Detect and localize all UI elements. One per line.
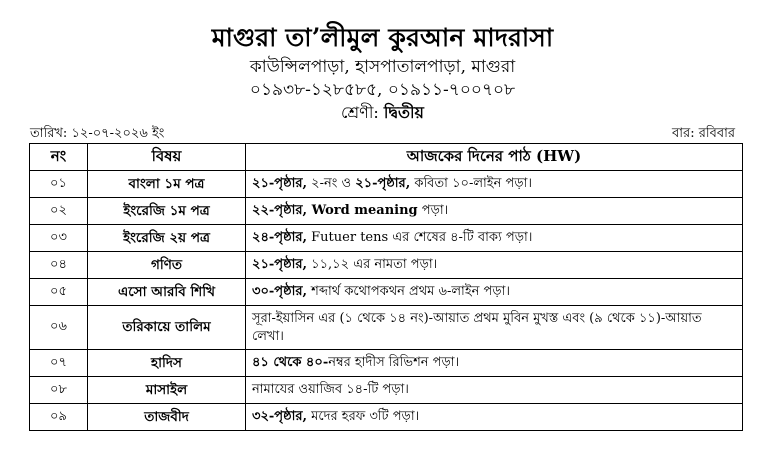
row-subject: ইংরেজি ২য় পত্র <box>88 225 246 252</box>
row-number: ০১ <box>30 171 88 198</box>
lesson-text: সূরা-ইয়াসিন এর (১ থেকে ১৪ নং)-আয়াত প্রথম মুবিন মুখস্ত এবং (৯ থেকে ১১)-আয়াত লেখা। <box>252 310 702 344</box>
lesson-text: কবিতা ১০-লাইন পড়া। <box>410 176 532 191</box>
lesson-text: পড়া। <box>417 203 449 218</box>
row-lesson <box>246 198 743 225</box>
header-num: নং <box>30 144 88 171</box>
table-row <box>30 404 743 431</box>
lesson-text: নম্বর হাদীস রিভিশন পড়া। <box>328 355 460 370</box>
lesson-text: ১১,১২ এর নামতা পড়া। <box>307 257 438 272</box>
table-header-row <box>30 144 743 171</box>
row-subject: তরিকায়ে তালিম <box>88 306 246 350</box>
date-line <box>30 124 164 145</box>
class-value: দ্বিতীয় <box>383 103 424 122</box>
lesson-bold: ৪১ থেকে ৪০- <box>252 355 329 370</box>
lesson-text: Futuer tens এর শেষের ৪-টি বাক্য পড়া। <box>307 230 533 245</box>
row-lesson <box>246 225 743 252</box>
row-subject: তাজবীদ <box>88 404 246 431</box>
table-row <box>30 198 743 225</box>
row-number: ০৮ <box>30 377 88 404</box>
row-number: ০৪ <box>30 252 88 279</box>
table-row <box>30 279 743 306</box>
institution-phones: ০১৯৩৮-১২৮৫৮৫, ০১৯১১-৭০০৭০৮ <box>249 80 516 100</box>
day-line <box>672 124 735 145</box>
row-subject: মাসাইল <box>88 377 246 404</box>
lesson-bold: ২১-পৃষ্ঠার, <box>252 257 308 272</box>
table-row <box>30 377 743 404</box>
lesson-bold: ২১-পৃষ্ঠার, <box>355 176 411 191</box>
date-label: তারিখ: <box>30 126 68 141</box>
lesson-bold: ২১-পৃষ্ঠার, <box>252 176 308 191</box>
class-label: শ্রেণী: <box>341 103 379 122</box>
lesson-bold: ২৪-পৃষ্ঠার, <box>252 230 308 245</box>
table-row <box>30 171 743 198</box>
row-number: ০৬ <box>30 306 88 350</box>
row-number: ০৫ <box>30 279 88 306</box>
lesson-text: নামাযের ওয়াজিব ১৪-টি পড়া। <box>252 382 409 397</box>
row-subject: গণিত <box>88 252 246 279</box>
row-lesson <box>246 306 743 350</box>
row-lesson <box>246 377 743 404</box>
day-value: রবিবার <box>698 126 735 141</box>
row-number: ০৯ <box>30 404 88 431</box>
row-subject: এসো আরবি শিখি <box>88 279 246 306</box>
class-line <box>0 100 765 127</box>
table-row <box>30 252 743 279</box>
homework-table <box>29 143 743 431</box>
day-label: বার: <box>672 126 695 141</box>
lesson-bold: ২২-পৃষ্ঠার, Word meaning <box>252 203 418 218</box>
row-lesson <box>246 350 743 377</box>
row-number: ০২ <box>30 198 88 225</box>
lesson-text: ২-নং ও <box>307 176 356 191</box>
row-subject: হাদিস <box>88 350 246 377</box>
row-number: ০৭ <box>30 350 88 377</box>
row-subject: ইংরেজি ১ম পত্র <box>88 198 246 225</box>
row-lesson <box>246 171 743 198</box>
header-subject: বিষয় <box>88 144 246 171</box>
institution-address: কাউন্সিলপাড়া, হাসপাতালপাড়া, মাগুরা <box>249 57 516 77</box>
table-row <box>30 306 743 350</box>
table-row <box>30 350 743 377</box>
row-lesson <box>246 252 743 279</box>
date-value: ১২-০৭-২০২৬ ইং <box>71 126 165 141</box>
lesson-text: মদের হরফ ৩টি পড়া। <box>307 409 420 424</box>
lesson-bold: ৩২-পৃষ্ঠার, <box>252 409 308 424</box>
lesson-text: শব্দার্থ কথোপকথন প্রথম ৬-লাইন পড়া। <box>307 284 511 299</box>
table-row <box>30 225 743 252</box>
row-lesson <box>246 404 743 431</box>
row-number: ০৩ <box>30 225 88 252</box>
lesson-bold: ৩০-পৃষ্ঠার, <box>252 284 308 299</box>
header-lesson: আজকের দিনের পাঠ (HW) <box>246 144 743 171</box>
row-subject: বাংলা ১ম পত্র <box>88 171 246 198</box>
row-lesson <box>246 279 743 306</box>
institution-name: মাগুরা তা’লীমুল কুরআন মাদরাসা <box>211 23 554 52</box>
